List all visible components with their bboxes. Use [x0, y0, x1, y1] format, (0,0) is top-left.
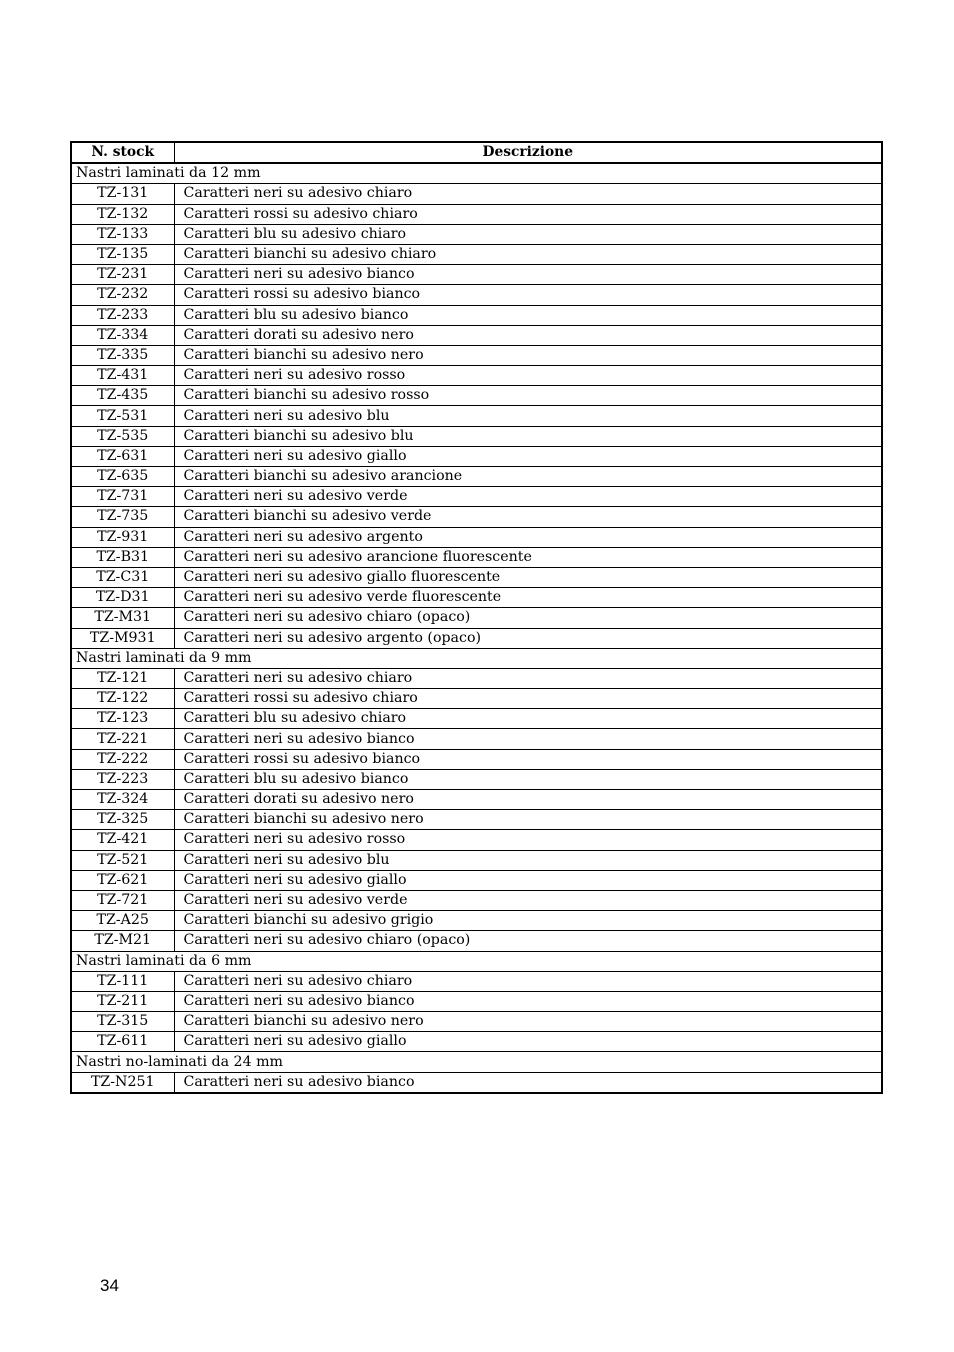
stock-number-cell: TZ-421	[71, 830, 174, 850]
stock-number-cell: TZ-N251	[71, 1072, 174, 1093]
table-row	[71, 446, 882, 466]
stock-number-cell: TZ-334	[71, 325, 174, 345]
stock-number-cell: TZ-131	[71, 184, 174, 204]
description-cell: Caratteri rossi su adesivo chiaro	[174, 204, 882, 224]
header-description: Descrizione	[174, 142, 882, 163]
stock-number-cell: TZ-211	[71, 991, 174, 1011]
description-cell: Caratteri neri su adesivo arancione fluorescente	[174, 547, 882, 567]
tape-stock-table	[70, 141, 883, 1094]
description-cell: Caratteri bianchi su adesivo rosso	[174, 386, 882, 406]
description-cell: Caratteri neri su adesivo chiaro	[174, 184, 882, 204]
table-row	[71, 1012, 882, 1032]
description-cell: Caratteri bianchi su adesivo arancione	[174, 467, 882, 487]
header-stock-number: N. stock	[71, 142, 174, 163]
stock-number-cell: TZ-221	[71, 729, 174, 749]
description-cell: Caratteri bianchi su adesivo verde	[174, 507, 882, 527]
description-cell: Caratteri dorati su adesivo nero	[174, 325, 882, 345]
stock-number-cell: TZ-232	[71, 285, 174, 305]
description-cell: Caratteri bianchi su adesivo nero	[174, 1012, 882, 1032]
stock-number-cell: TZ-535	[71, 426, 174, 446]
table-row	[71, 567, 882, 587]
table-row	[71, 689, 882, 709]
stock-number-cell: TZ-122	[71, 689, 174, 709]
table-row	[71, 668, 882, 688]
description-cell: Caratteri neri su adesivo chiaro	[174, 668, 882, 688]
description-cell: Caratteri blu su adesivo chiaro	[174, 224, 882, 244]
section-title: Nastri laminati da 9 mm	[71, 648, 882, 668]
description-cell: Caratteri neri su adesivo verde	[174, 890, 882, 910]
page-number: 34	[100, 1276, 119, 1295]
table-row	[71, 467, 882, 487]
section-header-row	[71, 163, 882, 184]
description-cell: Caratteri rossi su adesivo bianco	[174, 749, 882, 769]
description-cell: Caratteri bianchi su adesivo grigio	[174, 911, 882, 931]
stock-number-cell: TZ-335	[71, 345, 174, 365]
description-cell: Caratteri neri su adesivo bianco	[174, 729, 882, 749]
description-cell: Caratteri neri su adesivo giallo	[174, 870, 882, 890]
description-cell: Caratteri neri su adesivo verde	[174, 487, 882, 507]
table-row	[71, 971, 882, 991]
description-cell: Caratteri dorati su adesivo nero	[174, 790, 882, 810]
description-cell: Caratteri blu su adesivo bianco	[174, 769, 882, 789]
description-cell: Caratteri neri su adesivo blu	[174, 406, 882, 426]
stock-number-cell: TZ-735	[71, 507, 174, 527]
table-row	[71, 204, 882, 224]
description-cell: Caratteri blu su adesivo bianco	[174, 305, 882, 325]
stock-number-cell: TZ-931	[71, 527, 174, 547]
stock-number-cell: TZ-M31	[71, 608, 174, 628]
table-row	[71, 386, 882, 406]
stock-number-cell: TZ-324	[71, 790, 174, 810]
stock-number-cell: TZ-621	[71, 870, 174, 890]
table-row	[71, 850, 882, 870]
description-cell: Caratteri neri su adesivo blu	[174, 850, 882, 870]
table-body	[71, 163, 882, 1093]
description-cell: Caratteri neri su adesivo giallo	[174, 1032, 882, 1052]
stock-number-cell: TZ-233	[71, 305, 174, 325]
description-cell: Caratteri neri su adesivo argento	[174, 527, 882, 547]
table-row	[71, 184, 882, 204]
table-row	[71, 830, 882, 850]
stock-number-cell: TZ-121	[71, 668, 174, 688]
table-row	[71, 729, 882, 749]
table-row	[71, 769, 882, 789]
stock-number-cell: TZ-635	[71, 467, 174, 487]
table-row	[71, 426, 882, 446]
section-title: Nastri no-laminati da 24 mm	[71, 1052, 882, 1072]
table-row	[71, 547, 882, 567]
table-row	[71, 588, 882, 608]
stock-number-cell: TZ-135	[71, 244, 174, 264]
table-row	[71, 628, 882, 648]
description-cell: Caratteri neri su adesivo bianco	[174, 1072, 882, 1093]
table-row	[71, 325, 882, 345]
table-row	[71, 305, 882, 325]
description-cell: Caratteri bianchi su adesivo blu	[174, 426, 882, 446]
stock-number-cell: TZ-611	[71, 1032, 174, 1052]
stock-number-cell: TZ-D31	[71, 588, 174, 608]
table-row	[71, 487, 882, 507]
stock-number-cell: TZ-132	[71, 204, 174, 224]
table-row	[71, 244, 882, 264]
section-title: Nastri laminati da 6 mm	[71, 951, 882, 971]
stock-number-cell: TZ-431	[71, 366, 174, 386]
section-header-row	[71, 951, 882, 971]
table-row	[71, 911, 882, 931]
table-row	[71, 1072, 882, 1093]
table-row	[71, 527, 882, 547]
table-row	[71, 749, 882, 769]
table-row	[71, 790, 882, 810]
stock-number-cell: TZ-M931	[71, 628, 174, 648]
section-header-row	[71, 1052, 882, 1072]
table-row	[71, 406, 882, 426]
stock-number-cell: TZ-231	[71, 265, 174, 285]
description-cell: Caratteri neri su adesivo chiaro (opaco)	[174, 931, 882, 951]
table-row	[71, 507, 882, 527]
stock-number-cell: TZ-521	[71, 850, 174, 870]
table-row	[71, 1032, 882, 1052]
table-row	[71, 709, 882, 729]
description-cell: Caratteri rossi su adesivo bianco	[174, 285, 882, 305]
description-cell: Caratteri neri su adesivo argento (opaco)	[174, 628, 882, 648]
stock-number-cell: TZ-222	[71, 749, 174, 769]
stock-number-cell: TZ-A25	[71, 911, 174, 931]
stock-number-cell: TZ-435	[71, 386, 174, 406]
table-header-row	[71, 142, 882, 163]
section-title: Nastri laminati da 12 mm	[71, 163, 882, 184]
table-row	[71, 366, 882, 386]
table-row	[71, 224, 882, 244]
stock-number-cell: TZ-223	[71, 769, 174, 789]
table-row	[71, 991, 882, 1011]
description-cell: Caratteri blu su adesivo chiaro	[174, 709, 882, 729]
description-cell: Caratteri bianchi su adesivo nero	[174, 810, 882, 830]
section-header-row	[71, 648, 882, 668]
stock-number-cell: TZ-315	[71, 1012, 174, 1032]
stock-number-cell: TZ-B31	[71, 547, 174, 567]
description-cell: Caratteri neri su adesivo chiaro (opaco)	[174, 608, 882, 628]
table-row	[71, 608, 882, 628]
table-row	[71, 870, 882, 890]
stock-number-cell: TZ-133	[71, 224, 174, 244]
table-row	[71, 810, 882, 830]
description-cell: Caratteri neri su adesivo chiaro	[174, 971, 882, 991]
table-row	[71, 285, 882, 305]
table-row	[71, 345, 882, 365]
description-cell: Caratteri neri su adesivo rosso	[174, 830, 882, 850]
table-row	[71, 890, 882, 910]
description-cell: Caratteri bianchi su adesivo nero	[174, 345, 882, 365]
stock-number-cell: TZ-M21	[71, 931, 174, 951]
description-cell: Caratteri neri su adesivo giallo fluorescente	[174, 567, 882, 587]
description-cell: Caratteri rossi su adesivo chiaro	[174, 689, 882, 709]
description-cell: Caratteri neri su adesivo bianco	[174, 265, 882, 285]
table-row	[71, 931, 882, 951]
description-cell: Caratteri neri su adesivo bianco	[174, 991, 882, 1011]
description-cell: Caratteri neri su adesivo rosso	[174, 366, 882, 386]
stock-number-cell: TZ-531	[71, 406, 174, 426]
description-cell: Caratteri neri su adesivo giallo	[174, 446, 882, 466]
stock-number-cell: TZ-325	[71, 810, 174, 830]
stock-number-cell: TZ-631	[71, 446, 174, 466]
table-row	[71, 265, 882, 285]
description-cell: Caratteri neri su adesivo verde fluorescente	[174, 588, 882, 608]
stock-number-cell: TZ-731	[71, 487, 174, 507]
stock-number-cell: TZ-111	[71, 971, 174, 991]
stock-number-cell: TZ-C31	[71, 567, 174, 587]
stock-number-cell: TZ-123	[71, 709, 174, 729]
stock-number-cell: TZ-721	[71, 890, 174, 910]
description-cell: Caratteri bianchi su adesivo chiaro	[174, 244, 882, 264]
